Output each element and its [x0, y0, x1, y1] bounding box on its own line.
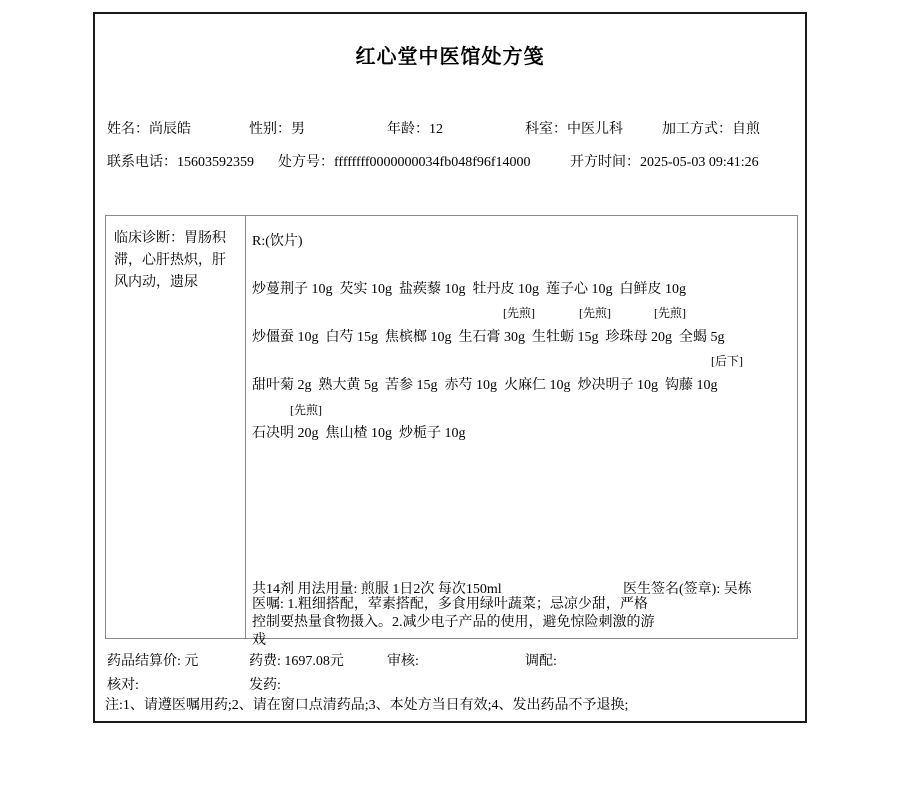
doctor-advice-line: 戏 — [252, 633, 266, 648]
doctor-signature: 医生签名(签章): 吴栋 — [623, 582, 752, 597]
dose-usage-line: 共14剂 用法用量: 煎服 1日2次 每次150ml — [252, 582, 502, 597]
clinical-diagnosis-text: 临床诊断：胃肠积滞，心肝热炽，肝风内动，遗尿 — [114, 231, 226, 290]
clinical-diagnosis-box — [105, 215, 246, 639]
settlement-price: 药品结算价: 元 — [107, 654, 199, 669]
decoction-annotation: [先煎] — [290, 403, 322, 417]
doctor-advice-line: 控制要热量食物摄入。2.减少电子产品的使用，避免惊险刺激的游 — [252, 615, 655, 630]
rx-herb-line: 炒僵蚕 10g 白芍 15g 焦槟榔 10g 生石膏 30g 生牡蛎 15g 珍珠母 20g 全蝎 5g — [252, 330, 725, 345]
rx-header: R:(饮片) — [252, 234, 303, 249]
prescription-sheet — [93, 12, 807, 723]
medicine-fee: 药费: 1697.08元 — [249, 654, 344, 669]
check-label: 核对: — [107, 678, 139, 693]
review-label: 审核: — [387, 654, 419, 669]
contact-phone: 联系电话：15603592359 — [107, 155, 254, 170]
dispense-label: 调配: — [525, 654, 557, 669]
prescription-box — [245, 215, 798, 648]
department: 科室：中医儿科 — [525, 122, 623, 137]
prescription-time: 开方时间：2025-05-03 09:41:26 — [570, 155, 759, 170]
rx-herb-line: 甜叶菊 2g 熟大黄 5g 苦参 15g 赤芍 10g 火麻仁 10g 炒决明子 10g 钩藤 10g — [252, 378, 718, 393]
rx-herb-line: 石决明 20g 焦山楂 10g 炒栀子 10g — [252, 426, 466, 441]
issue-label: 发药: — [249, 678, 281, 693]
page-title: 红心堂中医馆处方笺 — [355, 46, 545, 68]
footer-note: 注:1、请遵医嘱用药;2、请在窗口点清药品;3、本处方当日有效;4、发出药品不予退换; — [105, 698, 629, 713]
prescription-number: 处方号：ffffffff0000000034fb048f96f14000 — [278, 155, 531, 170]
rx-herb-line: 炒蔓荆子 10g 芡实 10g 盐蒺藜 10g 牡丹皮 10g 莲子心 10g 白鲜皮 10g — [252, 282, 686, 297]
patient-name: 姓名：尚辰皓 — [107, 122, 191, 137]
decoction-annotation: [先煎] — [654, 306, 686, 320]
decoction-annotation: [先煎] — [503, 306, 535, 320]
decoction-annotation: [后下] — [711, 354, 743, 368]
patient-age: 年龄：12 — [387, 122, 443, 137]
doctor-advice-line: 医嘱: 1.粗细搭配，荤素搭配，多食用绿叶蔬菜；忌凉少甜，严格 — [252, 597, 648, 612]
processing-method: 加工方式：自煎 — [662, 122, 760, 137]
decoction-annotation: [先煎] — [579, 306, 611, 320]
patient-gender: 性别：男 — [249, 122, 305, 137]
